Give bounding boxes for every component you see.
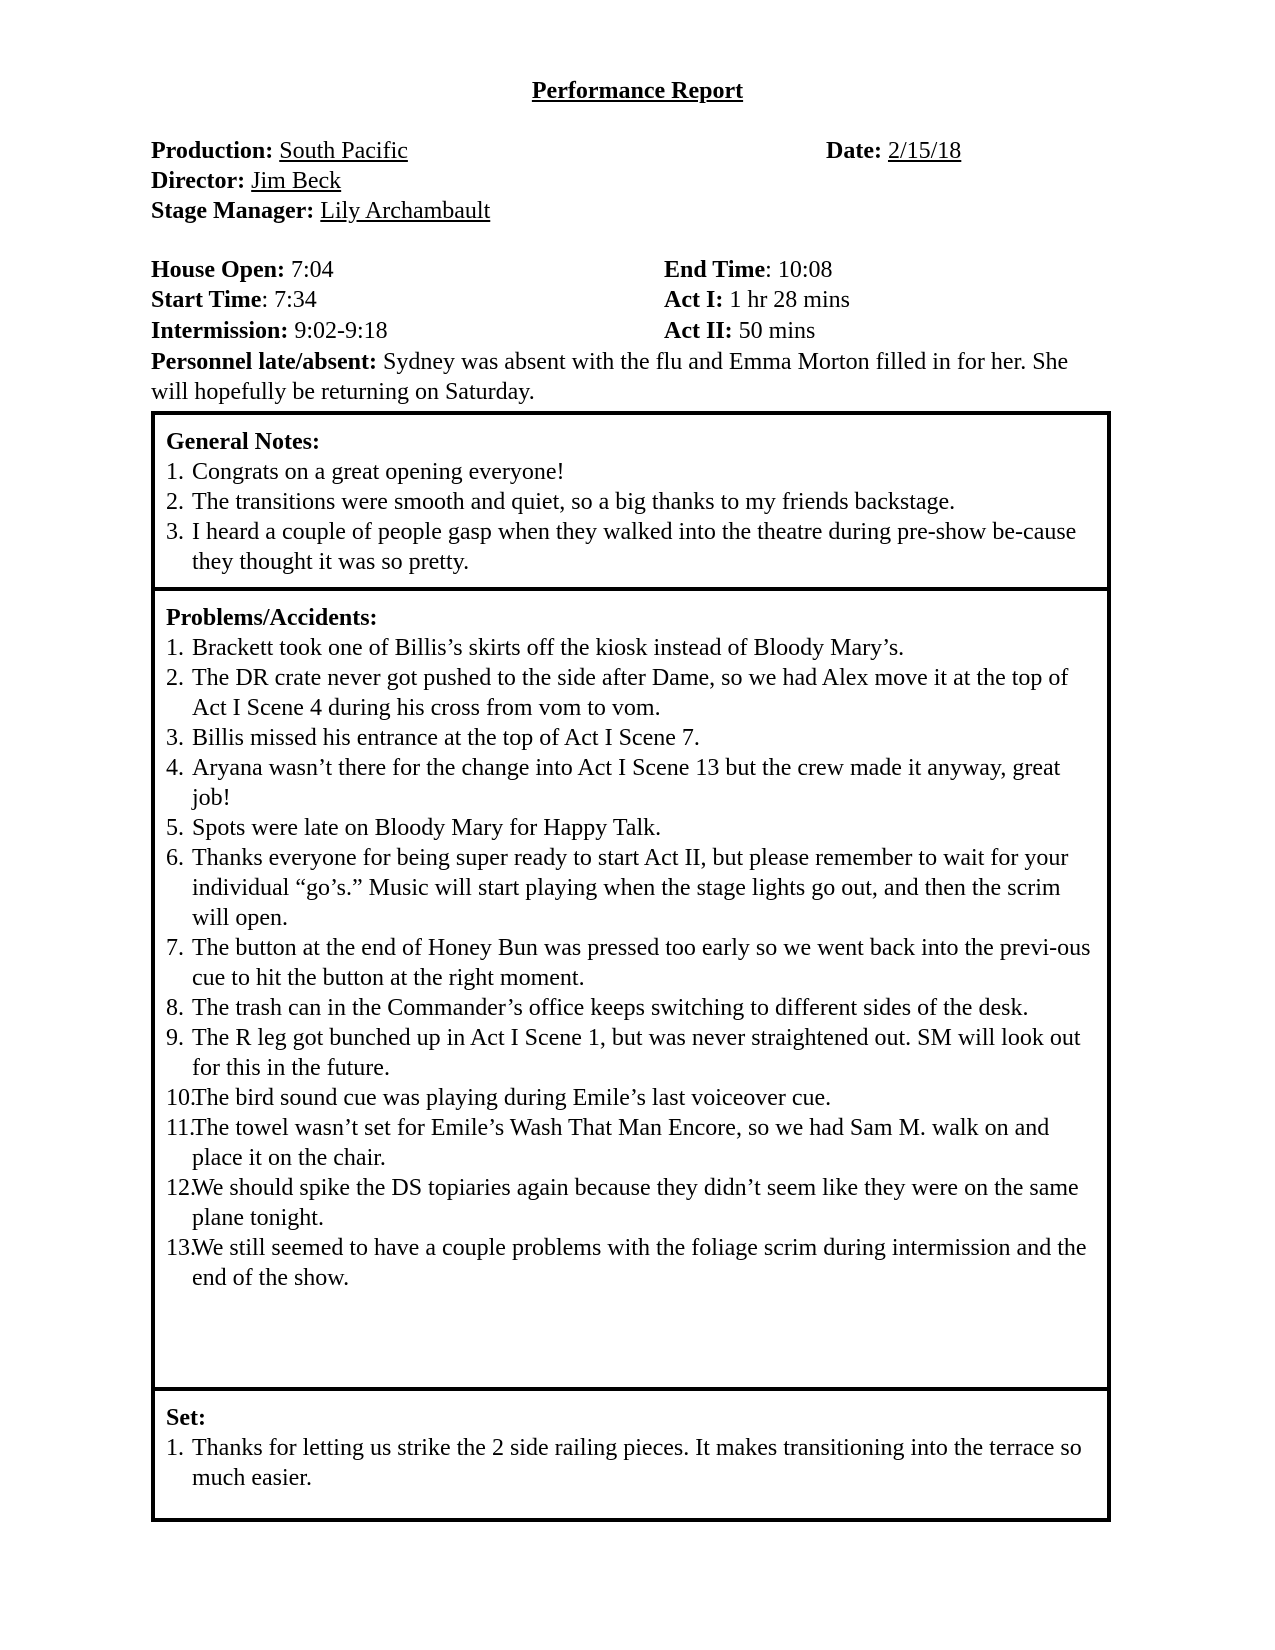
list-item-text: Spots were late on Bloody Mary for Happy Talk. (192, 815, 662, 841)
list-item (166, 1023, 1097, 1083)
list-item-number: 2. (166, 665, 184, 691)
set-list (166, 1433, 1097, 1493)
list-item (166, 843, 1097, 933)
director-label: Director: (151, 168, 246, 194)
list-item (166, 633, 1097, 663)
production-label: Production: (151, 138, 274, 164)
list-item-number: 6. (166, 845, 184, 871)
list-item-number: 13. (166, 1235, 196, 1261)
list-item-number: 12. (166, 1175, 196, 1201)
list-item-number: 1. (166, 635, 184, 661)
list-item-text: Aryana wasn’t there for the change into Act I Scene 13 but the crew made it anyway, great job! (192, 755, 1061, 811)
list-item-number: 3. (166, 519, 184, 545)
start-time-label: Start Time (151, 287, 262, 313)
list-item-number: 10. (166, 1085, 196, 1111)
director-value: Jim Beck (251, 168, 342, 194)
page-title: Performance Report (531, 78, 744, 104)
list-item (166, 1233, 1097, 1293)
list-item-text: The R leg got bunched up in Act I Scene 1, but was never straightened out. SM will look out for this in the future. (192, 1025, 1081, 1081)
list-item (166, 933, 1097, 993)
personnel-label: Personnel late/absent: (151, 349, 377, 375)
list-item (166, 813, 1097, 843)
list-item-number: 1. (166, 1435, 184, 1461)
list-item (166, 517, 1097, 577)
end-time-label: End Time (664, 257, 766, 283)
problems-list (166, 633, 1097, 1293)
list-item (166, 993, 1097, 1023)
director-line (151, 166, 341, 196)
list-item (166, 487, 1097, 517)
list-item-text: We still seemed to have a couple problems with the foliage scrim during intermission and the end of the show. (192, 1235, 1087, 1291)
set-title: Set: (166, 1405, 206, 1431)
production-line (151, 136, 408, 166)
list-item (166, 663, 1097, 723)
problems-box (151, 587, 1111, 1391)
act2-value: 50 mins (732, 318, 816, 344)
list-item-number: 5. (166, 815, 184, 841)
list-item-text: The transitions were smooth and quiet, so a big thanks to my friends backstage. (192, 489, 956, 515)
intermission-line (151, 316, 388, 346)
list-item (166, 1173, 1097, 1233)
list-item-text: The DR crate never got pushed to the side after Dame, so we had Alex move it at the top of Act I Scene 4 during his cross from vom to vom. (192, 665, 1069, 721)
list-item-number: 8. (166, 995, 184, 1021)
list-item (166, 457, 1097, 487)
list-item-text: We should spike the DS topiaries again because they didn’t seem like they were on the same plane tonight. (192, 1175, 1079, 1231)
house-open-label: House Open: (151, 257, 286, 283)
list-item-text: Billis missed his entrance at the top of Act I Scene 7. (192, 725, 700, 751)
date-value: 2/15/18 (887, 138, 962, 164)
list-item (166, 1113, 1097, 1173)
personnel-line (151, 347, 1111, 407)
list-item-text: Thanks for letting us strike the 2 side railing pieces. It makes transitioning into the terrace so much easier. (192, 1435, 1082, 1491)
general-notes-list (166, 457, 1097, 577)
act2-label: Act II: (664, 318, 733, 344)
list-item-number: 2. (166, 489, 184, 515)
act1-value: 1 hr 28 mins (723, 287, 850, 313)
intermission-value: 9:02-9:18 (288, 318, 388, 344)
general-notes-title: General Notes: (166, 429, 320, 455)
list-item-number: 7. (166, 935, 184, 961)
list-item-number: 3. (166, 725, 184, 751)
list-item (166, 1083, 1097, 1113)
start-time-value: : 7:34 (261, 287, 317, 313)
list-item-number: 1. (166, 459, 184, 485)
date-label: Date: (826, 138, 882, 164)
list-item-text: Congrats on a great opening everyone! (192, 459, 565, 485)
list-item (166, 1433, 1097, 1493)
stage-manager-line (151, 196, 490, 226)
end-time-value: : 10:08 (765, 257, 833, 283)
list-item-number: 4. (166, 755, 184, 781)
house-open-value: 7:04 (285, 257, 334, 283)
act2-line (664, 316, 815, 346)
list-item-text: The button at the end of Honey Bun was pressed too early so we went back into the previ-ous cue to hit the button at the right moment. (192, 935, 1091, 991)
date-line (826, 136, 961, 166)
list-item-number: 11. (166, 1115, 196, 1141)
general-notes-box (151, 411, 1111, 591)
problems-title: Problems/Accidents: (166, 605, 378, 631)
list-item-number: 9. (166, 1025, 184, 1051)
list-item-text: Brackett took one of Billis’s skirts off the kiosk instead of Bloody Mary’s. (192, 635, 905, 661)
start-time-line (151, 285, 317, 315)
intermission-label: Intermission: (151, 318, 289, 344)
stage-manager-value: Lily Archambault (320, 198, 491, 224)
production-value: South Pacific (279, 138, 408, 164)
list-item-text: I heard a couple of people gasp when they walked into the theatre during pre-show be-cause they thought it was so pretty. (192, 519, 1077, 575)
stage-manager-label: Stage Manager: (151, 198, 315, 224)
set-box (151, 1387, 1111, 1522)
house-open-line (151, 255, 334, 285)
list-item-text: The towel wasn’t set for Emile’s Wash That Man Encore, so we had Sam M. walk on and place it on the chair. (192, 1115, 1050, 1171)
list-item (166, 753, 1097, 813)
list-item-text: The trash can in the Commander’s office keeps switching to different sides of the desk. (192, 995, 1029, 1021)
end-time-line (664, 255, 833, 285)
act1-label: Act I: (664, 287, 724, 313)
list-item (166, 723, 1097, 753)
personnel-text: Sydney was absent with the flu and Emma Morton filled in for her. She will hopefully be returning on Saturday. (151, 349, 1069, 405)
act1-line (664, 285, 850, 315)
list-item-text: Thanks everyone for being super ready to start Act II, but please remember to wait for your individual “go’s.” Music will start playing when the stage lights go out, and then the scrim will open. (192, 845, 1069, 931)
list-item-text: The bird sound cue was playing during Emile’s last voiceover cue. (192, 1085, 832, 1111)
